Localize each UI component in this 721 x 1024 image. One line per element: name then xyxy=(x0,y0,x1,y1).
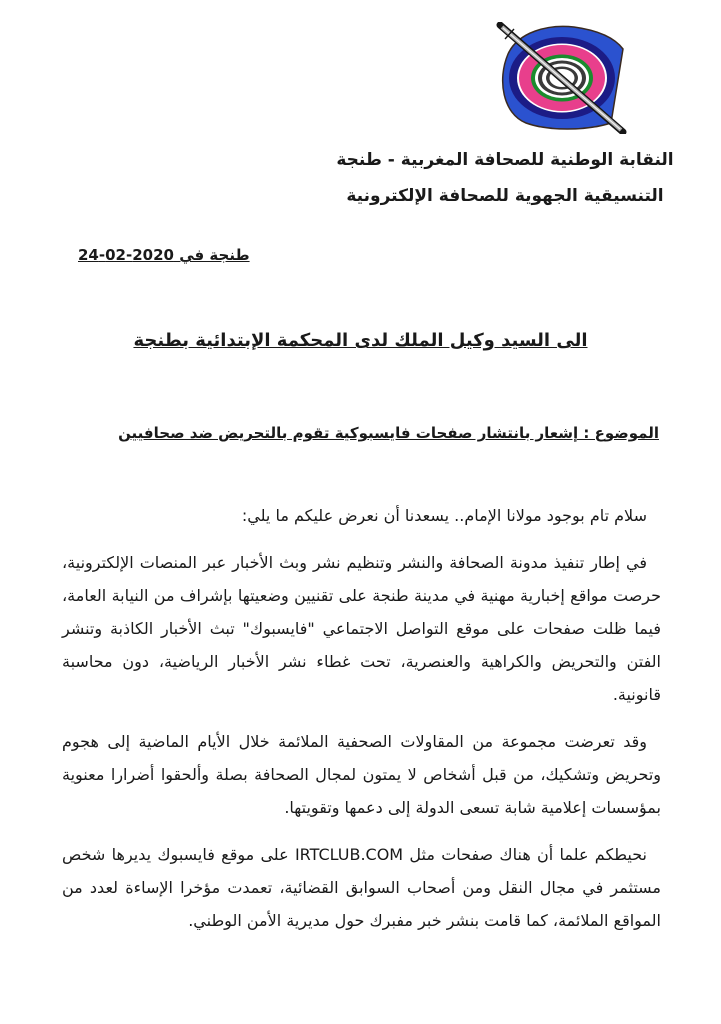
body-paragraph-2: وقد تعرضت مجموعة من المقاولات الصحفية الملائمة خلال الأيام الماضية إلى هجوم وتحريض وتشكيك، من قبل أشخاص لا يمتون لمجال الصحافة بصلة وألحقوا أضرارا معنوية بمؤسسات إعلامية شابة تسعى الدولة إلى دعمها وتقويتها. xyxy=(62,732,661,817)
recipient-title xyxy=(0,330,721,351)
subject-line xyxy=(60,424,659,442)
greeting-line: سلام تام بوجود مولانا الإمام.. يسعدنا أن نعرض عليكم ما يلي: xyxy=(241,506,647,525)
target-pen-logo-icon xyxy=(490,22,630,134)
body-paragraph-3: نحيطكم علما أن هناك صفحات مثل IRTCLUB.COM على موقع فايسبوك يديرها شخص مستثمر في مجال النقل ومن أصحاب السوابق القضائية، تعمدت مؤخرا الإساءة لعدد من المواقع الملائمة، كما قامت بنشر خبر مفبرك حول مديرية الأمن الوطني. xyxy=(62,845,661,930)
org-name-line2: التنسيقية الجهوية للصحافة الإلكترونية xyxy=(346,186,664,206)
press-union-logo xyxy=(490,22,630,134)
org-header xyxy=(310,142,700,214)
body-paragraph-1: في إطار تنفيذ مدونة الصحافة والنشر وتنظيم نشر وبث الأخبار عبر المنصات الإلكترونية، حرصت مواقع إخبارية مهنية في مدينة طنجة على تقنيين وضعيتها بإشراف من النيابة العامة، فيما ظلت صفحات على موقع التواصل الاجتماعي "فايسبوك" تبث الأخبار الكاذبة وتنشر الفتن والتحريض والكراهية والعنصرية، تحت غطاء نشر الأخبار الرياضية، دون محاسبة قانونية. xyxy=(62,553,661,704)
recipient-title-text: الى السيد وكيل الملك لدى المحكمة الإبتدائية بطنجة xyxy=(133,330,588,351)
subject-text: الموضوع : إشعار بانتشار صفحات فايسبوكية تقوم بالتحريض ضد صحافيين xyxy=(118,424,659,442)
date-text: طنجة في 2020-02-24 xyxy=(78,246,250,264)
letter-body xyxy=(62,499,661,951)
date-line xyxy=(78,246,250,264)
org-name-line1: النقابة الوطنية للصحافة المغربية - طنجة xyxy=(336,150,674,170)
